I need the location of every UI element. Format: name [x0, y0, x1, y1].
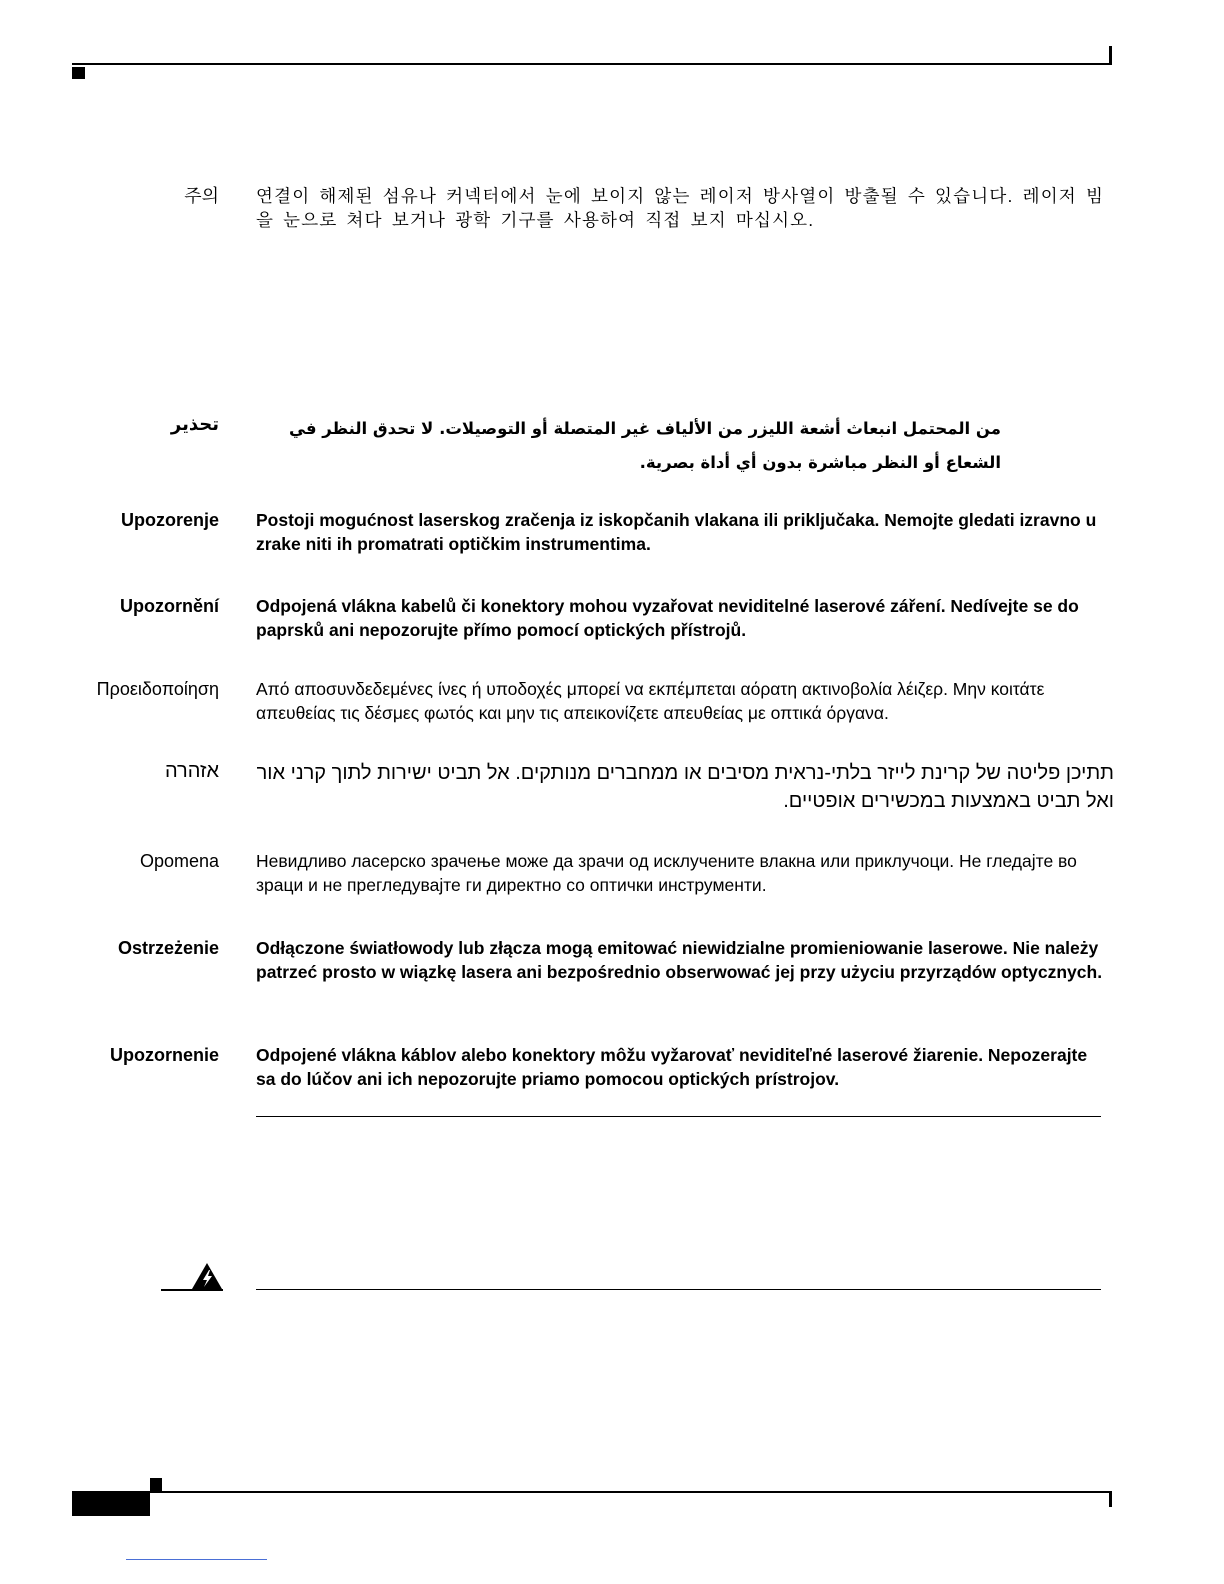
warning-start-rule — [256, 1289, 1101, 1290]
warning-label-slovak: Upozornenie — [109, 1045, 219, 1065]
footer-link-underline[interactable] — [126, 1559, 267, 1560]
warning-text-arabic: من المحتمل انبعاث أشعة الليزر من الألياف غير المتصلة أو التوصيلات. لا تحدق النظر في الشعاع أو النظر مباشرة بدون أي أداة بصرية. — [289, 419, 1001, 472]
warning-label-czech: Upozornění — [120, 596, 219, 616]
footer-page-bar — [72, 1491, 150, 1516]
warning-text-slovak: Odpojené vlákna káblov alebo konektory môžu vyžarovať neviditeľné laserové žiarenie. Nepozerajte sa do lúčov ani ich nepozorujte priamo pomocou optických prístrojov. — [256, 1045, 1088, 1089]
warning-label-macedonian: Opomena — [139, 851, 219, 871]
warning-text-croatian: Postoji mogućnost laserskog zračenja iz iskopčanih vlakana ili priključaka. Nemojte gledati izravno u zrake niti ih promatrati optičkim instrumentima. — [256, 510, 1097, 554]
warning-text-greek: Από αποσυνδεδεμένες ίνες ή υποδοχές μπορεί να εκπέμπεται αόρατη ακτινοβολία λέιζερ. Μην κοιτάτε απευθείας τις δέσμες φωτός και μην τις απεικονίζετε απευθείας με οπτικά όργανα. — [256, 679, 1045, 723]
footer-corner-square — [150, 1478, 162, 1491]
warning-label-arabic: تحذير — [170, 414, 219, 434]
warning-label-croatian: Upozorenje — [120, 510, 219, 530]
footer-tick-mark — [1109, 1493, 1112, 1507]
warning-label-polish: Ostrzeżenie — [117, 938, 219, 958]
warning-text-polish: Odłączone światłowody lub złącza mogą emitować niewidzialne promieniowanie laserowe. Nie należy patrzeć prosto w wiązkę lasera ani bezpośrednio obserwować jej przy użyciu przyrządów optycznych. — [256, 938, 1103, 982]
warning-triangle-icon — [191, 1262, 223, 1290]
header-rule — [72, 63, 1112, 65]
warning-text-macedonian: Невидливо ласерско зрачење може да зрачи од исклучените влакна или приклучоци. Не гледајте во зраци и не прегледувајте ги директно со оптички инструменти. — [256, 851, 1077, 895]
header-tick-mark — [1109, 46, 1112, 64]
warning-icon-rule — [161, 1289, 223, 1291]
section-end-rule — [256, 1116, 1101, 1117]
footer-rule — [72, 1491, 1112, 1493]
header-corner-square — [72, 67, 85, 79]
warning-label-greek: Προειδοποίηση — [96, 679, 219, 699]
warning-text-korean: 연결이 해제된 섬유나 커넥터에서 눈에 보이지 않는 레이저 방사열이 방출될 수 있습니다. 레이저 빔을 눈으로 쳐다 보거나 광학 기구를 사용하여 직접 보지 마십시오. — [256, 186, 1105, 230]
warning-label-korean: 주의 — [184, 186, 219, 206]
warning-label-hebrew: אזהרה — [164, 760, 219, 782]
warning-text-hebrew: תתיכן פליטה של קרינת לייזר בלתי-נראית מסיבים או ממחברים מנותקים. אל תביט ישירות לתוך קרני אור ואל תביט באמצעות במכשירים אופטיים. — [256, 762, 1114, 812]
warning-text-czech: Odpojená vlákna kabelů či konektory mohou vyzařovat neviditelné laserové záření. Nedívejte se do paprsků ani nepozorujte přímo pomocí optických přístrojů. — [256, 596, 1079, 640]
